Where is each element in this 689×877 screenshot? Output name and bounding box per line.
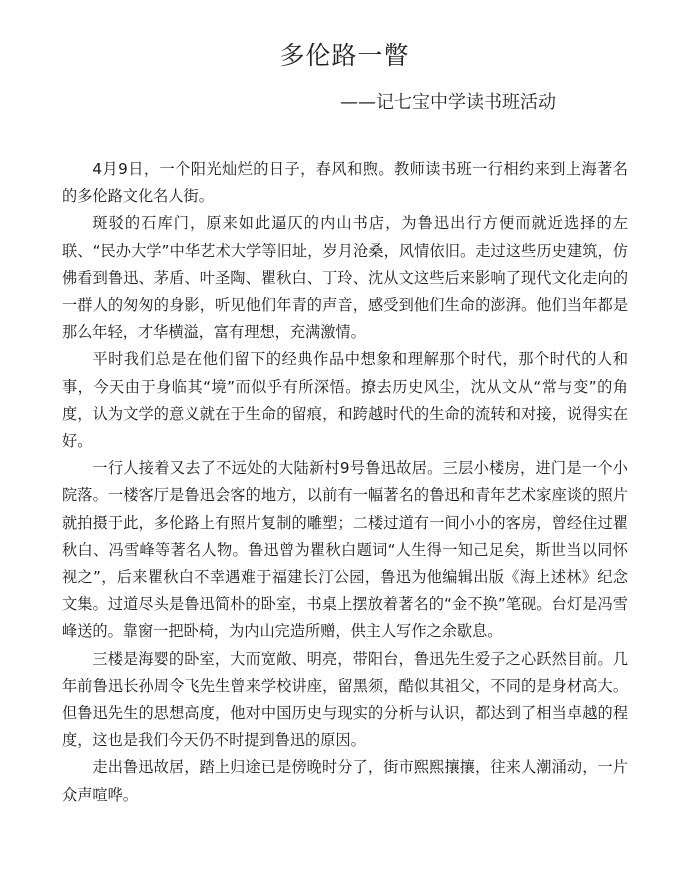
document-title: 多伦路一瞥 bbox=[279, 41, 410, 70]
paragraph-6: 走出鲁迅故居，踏上归途已是傍晚时分了，街市熙熙攘攘，往来人潮涌动，一片众声喧哗。 bbox=[62, 758, 628, 804]
paragraph-5: 三楼是海婴的卧室，大而宽敞、明亮，带阳台，鲁迅先生爱子之心跃然目前。几年前鲁迅长孙周令飞先生曾来学校讲座，留黑须，酷似其祖父，不同的是身材高大。但鲁迅先生的思想高度，他对中国历史与现实的分析与认识，都达到了相当卓越的程度，这也是我们今天仍不时提到鲁迅的原因。 bbox=[62, 649, 628, 750]
paragraph-3: 平时我们总是在他们留下的经典作品中想象和理解那个时代，那个时代的人和事，今天由于身临其“境”而似乎有所深悟。撩去历史风尘，沈从文从“常与变”的角度，认为文学的意义就在于生命的留痕，和跨越时代的生命的流转和对接，说得实在好。 bbox=[62, 350, 628, 451]
document-subtitle: ——记七宝中学读书班活动 bbox=[340, 92, 556, 113]
paragraph-4: 一行人接着又去了不远处的大陆新村9号鲁迅故居。三层小楼房，进门是一个小院落。一楼客厅是鲁迅会客的地方，以前有一幅著名的鲁迅和青年艺术家座谈的照片就拍摄于此，多伦路上有照片复制的雕塑；二楼过道有一间小小的客房，曾经住过瞿秋白、冯雪峰等著名人物。鲁迅曾为瞿秋白题词“人生得一知己足矣，斯世当以同怀视之”，后来瞿秋白不幸遇难于福建长汀公园，鲁迅为他编辑出版《海上述林》纪念文集。过道尽头是鲁迅简朴的卧室，书桌上摆放着著名的“金不换”笔砚。台灯是冯雪峰送的。靠窗一把卧椅，为内山完造所赠，供主人写作之余歇息。 bbox=[62, 459, 628, 641]
document-body bbox=[62, 156, 628, 809]
paragraph-2: 斑驳的石库门，原来如此逼仄的内山书店，为鲁迅出行方便而就近选择的左联、“民办大学”中华艺术大学等旧址，岁月沧桑，风情依旧。走过这些历史建筑，仿佛看到鲁迅、茅盾、叶圣陶、瞿秋白、丁玲、沈从文这些后来影响了现代文化走向的一群人的匆匆的身影，听见他们年青的声音，感受到他们生命的澎湃。他们当年都是那么年轻，才华横溢，富有理想，充满激情。 bbox=[62, 214, 628, 342]
paragraph-1: 4月9日，一个阳光灿烂的日子，春风和煦。教师读书班一行相约来到上海著名的多伦路文化名人街。 bbox=[62, 160, 628, 206]
